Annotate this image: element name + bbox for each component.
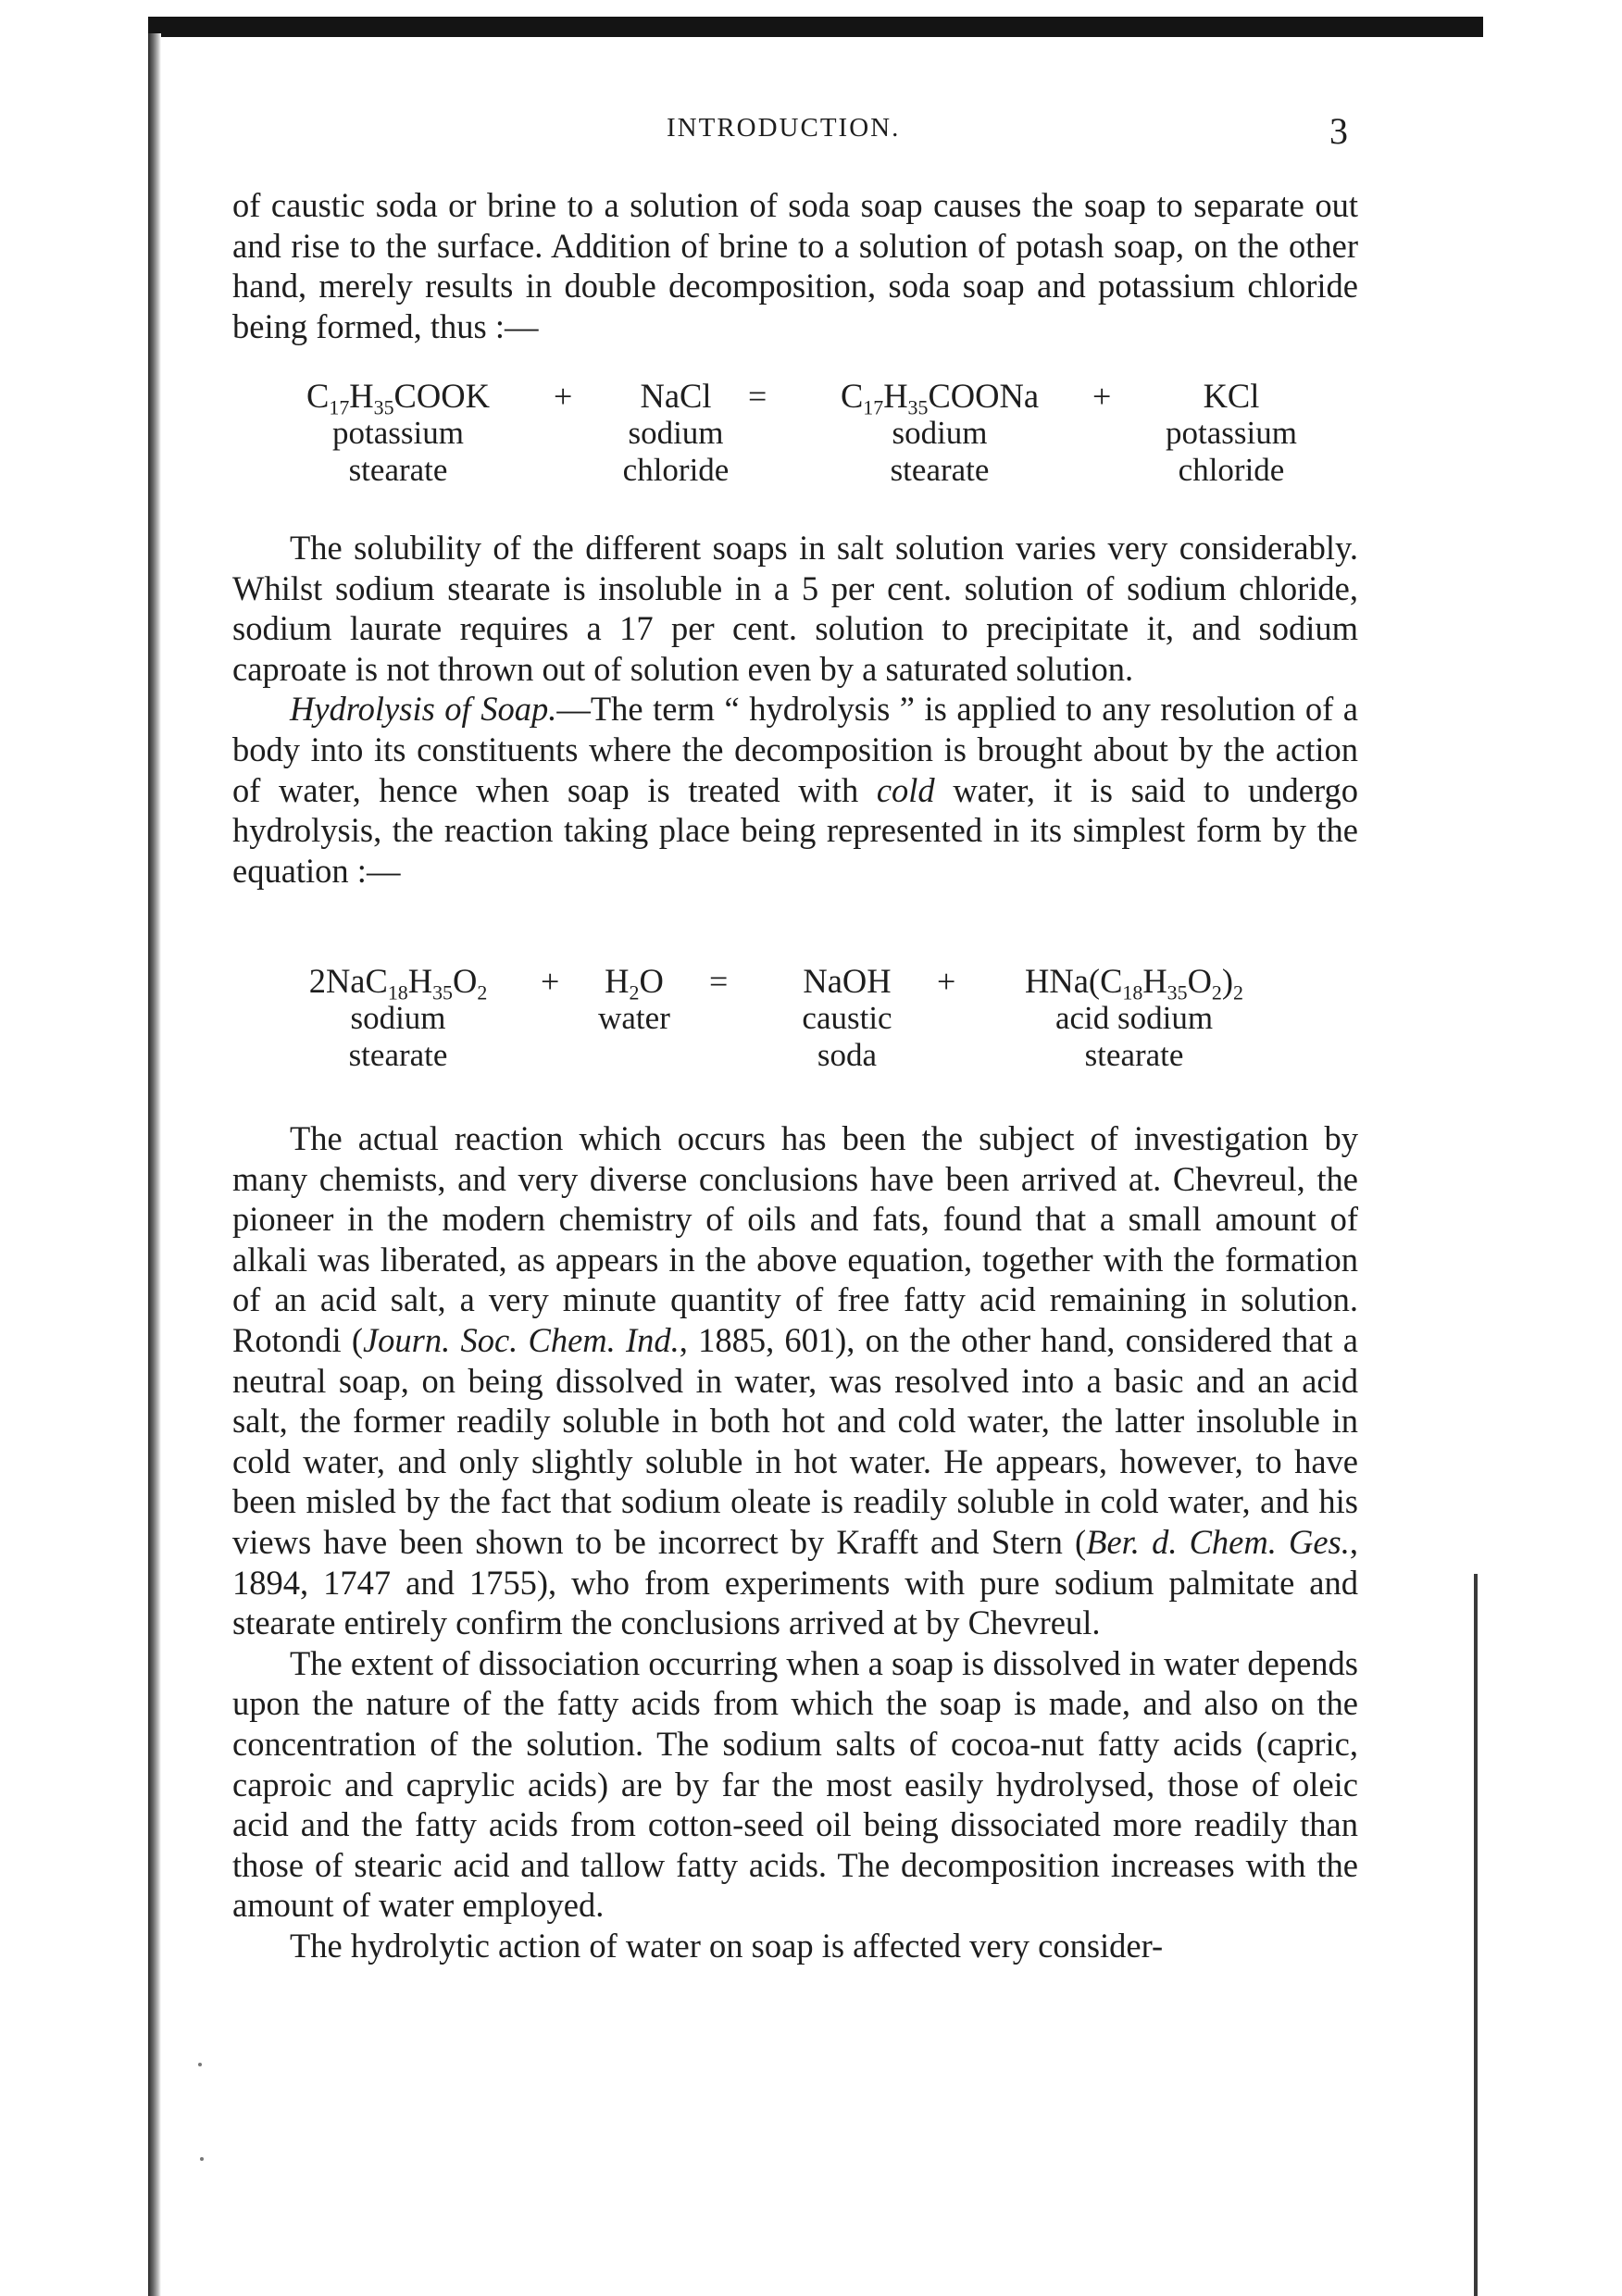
paragraph-dissociation: The extent of dissociation occurring when a soap is dissolved in water depends upon the nature of the fatty acids from which the soap is made, and also on the concentration of the solution. The sodium salts of cocoa-nut fatty acids (capric, caproic and caprylic acids) are by far the most easily hydrolysed, those of oleic acid and the fatty acids from cotton-seed oil being dissociated more readily than those of stearic acid and tallow fatty acids. The decomposition increases with the amount of water employed. xyxy=(232,1643,1358,1925)
term-label: stearate xyxy=(1084,1037,1184,1073)
page-number: 3 xyxy=(1329,110,1348,152)
formula: $C_{17}H_{35}COOK$ xyxy=(306,377,490,419)
formula: NaOH xyxy=(803,962,892,1000)
top-edge-rule xyxy=(148,17,1483,37)
term-label: sodium xyxy=(350,1000,446,1036)
term-label: potassium xyxy=(1166,415,1297,451)
section-heading-italic: Hydrolysis of Soap. xyxy=(290,690,557,729)
equation-term xyxy=(565,963,704,1037)
plus-operator: + xyxy=(1092,378,1112,415)
plus-operator: + xyxy=(541,963,560,1000)
formula: NaCl xyxy=(640,377,712,415)
term-label: caustic xyxy=(802,1000,892,1036)
text-block-middle xyxy=(232,528,1358,891)
plus-operator: + xyxy=(937,963,956,1000)
equation-hydrolysis xyxy=(0,963,1622,1139)
term-label: stearate xyxy=(348,1037,448,1073)
term-label: chloride xyxy=(622,452,730,488)
term-label: sodium xyxy=(892,415,988,451)
equation-term xyxy=(805,378,1074,489)
term-label: stearate xyxy=(348,452,448,488)
equals-operator: = xyxy=(709,963,729,1000)
formula: $2NaC_{18}H_{35}O_2$ xyxy=(308,962,488,1004)
paragraph-continued: of caustic soda or brine to a solution of soda soap causes the soap to separate out and rise to the surface. Addition of brine to a solution of potash soap, on the other hand, merely results in double decomposition, soda soap and potassium chloride being formed, thus :— xyxy=(232,186,1358,345)
paragraph-solubility: The solubility of the different soaps in salt solution varies very considerably. Whilst sodium stearate is insoluble in a 5 per cent. solution of sodium chloride, sodium laurate requires a 17 per cent. solution to precipitate it, and sodium caproate is not thrown out of solution even by a saturated solution. xyxy=(232,529,1358,688)
scan-speck xyxy=(200,2157,204,2161)
plus-operator: + xyxy=(554,378,573,415)
formula: $C_{17}H_{35}COONa$ xyxy=(840,377,1040,419)
equation-term xyxy=(278,378,518,489)
term-label: chloride xyxy=(1178,452,1285,488)
emphasis-italic: cold xyxy=(876,770,935,809)
equation-term xyxy=(278,963,518,1074)
citation-italic: Journ. Soc. Chem. Ind. xyxy=(362,1320,680,1359)
text-block-lower xyxy=(232,1118,1358,1965)
term-label: water xyxy=(598,1000,670,1036)
formula: $H_2O$ xyxy=(605,962,664,1004)
scanned-binding-edge xyxy=(148,33,161,2296)
formula: KCl xyxy=(1203,377,1260,415)
term-label: acid sodium xyxy=(1054,1000,1214,1036)
citation-italic: Ber. d. Chem. Ges. xyxy=(1086,1522,1350,1561)
text-block-opening xyxy=(232,185,1358,346)
paragraph-hydrolysis: Hydrolysis of Soap.—The term “ hydrolysis ” is applied to any resolution of a body into its constituents where the decomposition is brought about by the action of water, hence when soap is treated with cold water, it is said to undergo hydrolysis, the reaction taking place being represented in its simplest form by the equation :— xyxy=(232,690,1359,890)
right-edge-rule xyxy=(1474,1574,1478,2296)
equation-term xyxy=(768,963,926,1074)
running-head: INTRODUCTION. xyxy=(667,113,901,143)
term-label: soda xyxy=(817,1037,878,1073)
equation-term xyxy=(981,963,1287,1074)
equation-term xyxy=(1139,378,1324,489)
term-label: stearate xyxy=(890,452,990,488)
term-label: potassium xyxy=(332,415,464,451)
formula: $HNa(C_{18}H_{35}O_2)_2$ xyxy=(1025,962,1243,1004)
paragraph-actual-reaction: The actual reaction which occurs has been the subject of investigation by many chemists, and very diverse conclusions have been arrived at. Chevreul, the pioneer in the modern chemistry of oils and fats, found that a small amount of alkali was liberated, as appears in the above equation, together with the formation of an acid salt, a very minute quantity of free fatty acid remaining in solution. Rotondi (Journ. Soc. Chem. Ind., 1885, 601), on the other hand, considered that a neutral soap, on being dissolved in water, was resolved into a basic and an acid salt, the former readily soluble in both hot and cold water, the latter insoluble in cold water, and only slightly soluble in hot water. He appears, however, to have been misled by the fact that sodium oleate is readily soluble in cold water, and his views have been shown to be incorrect by Krafft and Stern (Ber. d. Chem. Ges., 1894, 1747 and 1755), who from experiments with pure sodium palmitate and stearate entirely confirm the conclusions arrived at by Chevreul. xyxy=(232,1119,1358,1642)
term-label: sodium xyxy=(628,415,724,451)
equation-term xyxy=(583,378,768,489)
paragraph-hydrolytic-action: The hydrolytic action of water on soap is affected very consider- xyxy=(290,1926,1164,1965)
scan-speck xyxy=(198,2063,202,2066)
equals-operator: = xyxy=(748,378,767,415)
